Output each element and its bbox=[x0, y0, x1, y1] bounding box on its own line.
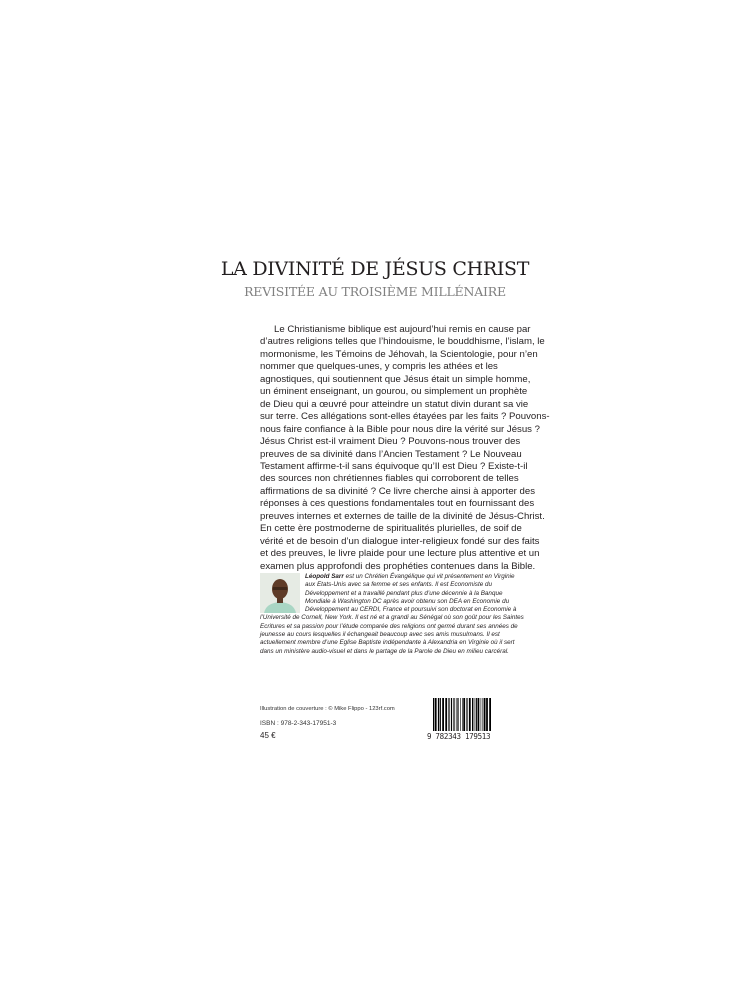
summary-line: un éminent enseignant, un gourou, ou simplement un prophète bbox=[260, 386, 528, 398]
barcode-bar bbox=[466, 698, 467, 731]
author-bio-line: Ecritures et sa passion pour l’étude comparée des religions ont germé durant ses années de bbox=[260, 622, 518, 630]
summary-line: Le Christianisme biblique est aujourd’hui remis en cause par bbox=[274, 324, 531, 335]
barcode-bar bbox=[462, 698, 463, 731]
summary-line: Jésus Christ est-il vraiment Dieu ? Pouvons-nous trouver des bbox=[260, 436, 521, 448]
barcode-bar bbox=[469, 698, 471, 731]
barcode-bar bbox=[476, 698, 477, 731]
summary-line: nous faire confiance à la Bible pour nous dire la vérité sur Jésus ? bbox=[260, 423, 540, 435]
summary-line: preuves internes et externes de taille de la divinité de Jésus-Christ. bbox=[260, 510, 545, 522]
summary-line: preuves de sa divinité dans l’Ancien Testament ? Le Nouveau bbox=[260, 448, 522, 460]
author-bio bbox=[260, 573, 524, 656]
barcode-bar bbox=[481, 698, 482, 731]
barcode-bar bbox=[484, 698, 486, 731]
barcode-number: 9 782343 179513 bbox=[427, 732, 491, 741]
barcode-bar bbox=[460, 698, 461, 731]
barcode-bar bbox=[457, 698, 458, 731]
summary-line: d’autres religions telles que l’hindouisme, le bouddhisme, l’islam, le bbox=[260, 336, 545, 348]
book-title: LA DIVINITÉ DE JÉSUS CHRIST bbox=[220, 258, 530, 280]
barcode-bar bbox=[451, 698, 452, 731]
barcode bbox=[433, 698, 493, 736]
barcode-bar bbox=[486, 698, 488, 731]
author-bio-line: actuellement membre d’une Eglise Baptiste indépendante à Alexandria en Virginie où il sert bbox=[260, 639, 515, 647]
barcode-bar bbox=[438, 698, 439, 731]
barcode-bar bbox=[483, 698, 484, 731]
author-bio-line: dans un ministère audio-visuel et dans le partage de la Parole de Dieu en milieu carcéral. bbox=[260, 647, 509, 655]
summary-line: affirmations de sa divinité ? Ce livre cherche ainsi à apporter des bbox=[260, 485, 535, 497]
summary-text bbox=[260, 324, 550, 573]
summary-line: de Dieu qui a œuvré pour atteindre un statut divin durant sa vie bbox=[260, 398, 529, 410]
author-bio-line: Mondiale à Washington DC après avoir obtenu son DEA en Economie du bbox=[305, 597, 510, 605]
author-name: Léopold Sarr bbox=[305, 573, 344, 580]
barcode-bar bbox=[463, 698, 465, 731]
price: 45 € bbox=[260, 731, 276, 740]
author-bio-line: aux Etats-Unis avec sa femme et ses enfants. Il est Economiste du bbox=[305, 581, 492, 589]
author-bio-line: Développement au CERDI, France et poursuivi son doctorat en Economie à bbox=[305, 606, 517, 614]
author-bio-line: jeunesse au cours lesquelles il échangeait beaucoup avec ses amis musulmans. Il est bbox=[260, 631, 500, 639]
summary-line: vérité et de besoin d’un dialogue inter-religieux fondé sur des faits bbox=[260, 535, 540, 547]
barcode-bar bbox=[435, 698, 437, 731]
barcode-bar bbox=[448, 698, 449, 731]
summary-line: agnostiques, qui soutiennent que Jésus était un simple homme, bbox=[260, 373, 531, 385]
barcode-bar bbox=[442, 698, 444, 731]
barcode-bar bbox=[433, 698, 434, 731]
summary-line: et des preuves, le livre plaide pour une lecture plus attentive et un bbox=[260, 548, 540, 560]
summary-line: réponses à ces questions fondamentales tout en fournissant des bbox=[260, 498, 535, 510]
summary-line: examen plus approfondi des prophéties contenues dans la Bible. bbox=[260, 560, 536, 572]
barcode-bar bbox=[456, 698, 457, 731]
summary-line: des sources non chrétiennes fiables qui corroborent de telles bbox=[260, 473, 519, 485]
summary-line: nommer que quelques-unes, y compris les athées et les bbox=[260, 361, 498, 373]
book-subtitle: REVISITÉE AU TROISIÈME MILLÉNAIRE bbox=[244, 284, 506, 299]
barcode-bar bbox=[445, 698, 447, 731]
author-bio-line: l’Université de Cornell, New York. Il est né et a grandi au Sénégal où son goût pour les Saintes bbox=[260, 614, 524, 622]
barcode-bar bbox=[453, 698, 454, 731]
barcode-bar bbox=[472, 698, 473, 731]
barcode-bar bbox=[474, 698, 475, 731]
summary-line: mormonisme, les Témoins de Jéhovah, la Scientologie, pour n’en bbox=[260, 348, 538, 360]
summary-line: En cette ère postmoderne de spiritualités plurielles, de soif de bbox=[260, 523, 522, 535]
barcode-bar bbox=[489, 698, 491, 731]
cover-credit: Illustration de couverture : © Mike Flippo - 123rf.com bbox=[260, 706, 395, 712]
barcode-bar bbox=[440, 698, 441, 731]
barcode-bar bbox=[458, 698, 459, 731]
author-bio-line: Léopold Sarr est un Chrétien Évangélique qui vit présentement en Virginie bbox=[305, 573, 515, 580]
barcode-bar bbox=[478, 698, 480, 731]
author-bio-line: Développement et a travaillé pendant plus d’une décennie à la Banque bbox=[305, 589, 503, 597]
summary-line: Testament affirme-t-il sans équivoque qu’Il est Dieu ? Existe-t-il bbox=[260, 460, 528, 472]
isbn: ISBN : 978-2-343-17951-3 bbox=[260, 720, 337, 727]
summary-line: sur terre. Ces allégations sont-elles étayées par les faits ? Pouvons- bbox=[260, 411, 550, 423]
